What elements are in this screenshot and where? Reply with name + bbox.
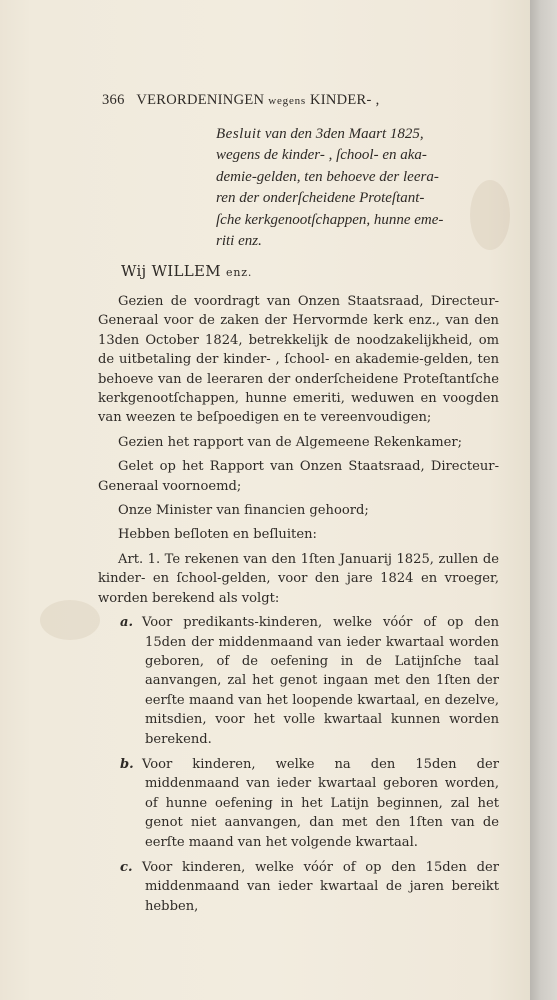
- decree-title-line: wegens de kinder- , ſchool- en aka-: [216, 147, 427, 164]
- decree-title-line: demie-gelden, ten behoeve der leera-: [216, 168, 439, 185]
- decree-body: [98, 292, 499, 922]
- body-paragraph: Gelet op het Rapport van Onzen Staatsraad, Directeur-Generaal voornoemd;: [98, 459, 499, 494]
- body-paragraph: Hebben beſloten en beſluiten:: [118, 527, 317, 543]
- decree-title: [216, 124, 500, 252]
- list-item-text: Voor kinderen, welke na den 15den der middenmaand van ieder kwartaal geboren worden, of hunne oefening in het Latijn beginnen, zal het genot niet aanvangen, dan met den 1ſten van de eerſte maand van het volgende kwartaal.: [142, 756, 499, 850]
- opening-small: enz.: [226, 266, 253, 279]
- paper-stain: [40, 600, 100, 640]
- body-paragraph: Gezien de voordragt van Onzen Staatsraad, Directeur-Generaal voor de zaken der Hervormde kerk enz., van den 13den October 1824, betrekkelijk de noodzakelijkheid, om de uitbetaling der kinder- , ſchool- en akademie-gelden, ten behoeve van de leeraren der onderſcheidene Proteſtantſche kerkgenootſchappen, hunne emeriti, weduwen en voogden van weezen te beſpoedigen en te vereenvoudigen;: [98, 294, 499, 426]
- header-title-small: wegens: [268, 95, 307, 107]
- list-item: [98, 613, 499, 749]
- list-item-marker: a.: [120, 615, 134, 631]
- list-item-text: Voor predikants-kinderen, welke vóór of op den 15den der middenmaand van ieder kwartaal worden geboren, of de oefening in de Latijnſche taal aanvangen, zal het genot ingaan met den 1ſten der eerſte maand van het loopende kwartaal, en dezelve, mitsdien, voor het volle kwartaal kunnen worden berekend.: [142, 615, 499, 747]
- decree-title-line: van den 3den Maart 1825,: [264, 126, 424, 142]
- opening-line: [121, 262, 252, 280]
- page-number: 366: [102, 92, 125, 108]
- decree-title-line: ren der onderſcheidene Proteſtant-: [216, 190, 425, 207]
- list-item: [98, 755, 499, 852]
- header-title-end: KINDER- ,: [309, 92, 380, 108]
- list-item-marker: c.: [120, 859, 133, 875]
- body-paragraph: Art. 1. Te rekenen van den 1ſten Januarij 1825, zullen de kinder- en ſchool-gelden, voor den jare 1824 en vroeger, worden berekend als volgt:: [98, 551, 499, 606]
- running-header: [102, 92, 452, 109]
- decree-title-line: riti enz.: [216, 233, 262, 250]
- list-item-text: Voor kinderen, welke vóór of op den 15den der middenmaand van ieder kwartaal de jaren bereikt hebben,: [142, 859, 499, 914]
- body-paragraph: Onze Minister van financien gehoord;: [118, 503, 369, 519]
- decree-title-line: ſche kerkgenootſchappen, hunne eme-: [216, 211, 444, 228]
- list-item: [98, 858, 499, 916]
- opening-main: Wij WILLEM: [121, 262, 221, 280]
- list-item-marker: b.: [120, 756, 134, 772]
- decree-title-first-word: Besluit: [216, 126, 262, 142]
- header-title-main: VERORDENINGEN: [136, 92, 265, 108]
- page-edge-shadow: [530, 0, 557, 1000]
- body-paragraph: Gezien het rapport van de Algemeene Rekenkamer;: [118, 434, 463, 450]
